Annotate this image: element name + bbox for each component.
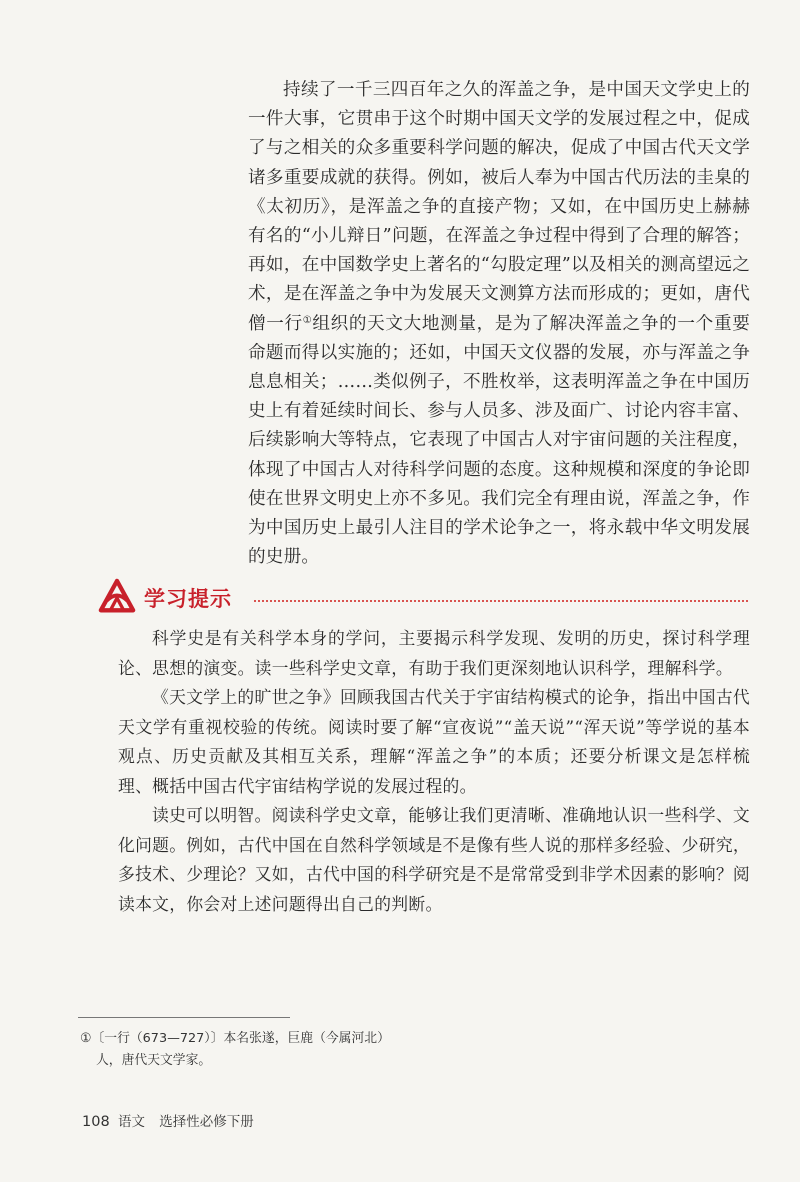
footnote-marker[interactable]: ① — [302, 314, 313, 326]
study-tips-body — [118, 624, 750, 919]
footnote-line-1: ①〔一行（673—727）〕本名张遂，巨鹿（今属河北） — [80, 1031, 390, 1046]
study-tips-title: 学习提示 — [144, 587, 232, 611]
main-paragraph-text-1: 持续了一千三四百年之久的浑盖之争，是中国天文学史上的一件大事，它贯串于这个时期中国天文学的发展过程之中，促成了与之相关的众多重要科学问题的解决，促成了中国古代天文学诸多重要成就的获得。例如，被后人奉为中国古代历法的圭臬的《太初历》，是浑盖之争的直接产物；又如，在中国历史上赫赫有名的“小儿辩日”问题，在浑盖之争过程中得到了合理的解答；再如，在中国数学史上著名的“勾股定理”以及相关的测高望远之术，是在浑盖之争中为发展天文测算方法而形成的；更如，唐代僧一行 — [248, 80, 750, 334]
footnote — [80, 1028, 410, 1072]
main-paragraph-text-2: 组织的天文大地测量，是为了解决浑盖之争的一个重要命题而得以实施的；还如，中国天文仪器的发展，亦与浑盖之争息息相关；……类似例子，不胜枚举，这表明浑盖之争在中国历史上有着延续时间长、参与人员多、涉及面广、讨论内容丰富、后续影响大等特点，它表现了中国古人对宇宙问题的关注程度，体现了中国古人对待科学问题的态度。这种规模和深度的争论即使在世界文明史上亦不多见。我们完全有理由说，浑盖之争，作为中国历史上最引人注目的学术论争之一，将永载中华文明发展的史册。 — [248, 313, 750, 568]
main-paragraph — [248, 76, 750, 572]
study-tips-paragraph: 读史可以明智。阅读科学史文章，能够让我们更清晰、准确地认识一些科学、文化问题。例如，古代中国在自然科学领域是不是像有些人说的那样多经验、少研究，多技术、少理论？又如，古代中国的科学研究是不是常常受到非学术因素的影响？阅读本文，你会对上述问题得出自己的判断。 — [118, 805, 751, 914]
book-title: 选择性必修下册 — [159, 1114, 254, 1130]
footnote-divider — [78, 1017, 290, 1018]
study-tips-paragraph: 科学史是有关科学本身的学问，主要揭示科学发现、发明的历史，探讨科学理论、思想的演变。读一些科学史文章，有助于我们更深刻地认识科学，理解科学。 — [118, 628, 750, 678]
study-tips-paragraph: 《天文学上的旷世之争》回顾我国古代关于宇宙结构模式的论争，指出中国古代天文学有重视校验的传统。阅读时要了解“宣夜说”“盖天说”“浑天说”等学说的基本观点、历史贡献及其相互关系，理解“浑盖之争”的本质；还要分析课文是怎样梳理、概括中国古代宇宙结构学说的发展过程的。 — [118, 687, 750, 796]
page-footer — [82, 1110, 254, 1130]
study-tips-logo-icon — [98, 578, 136, 616]
subject-name: 语文 — [117, 1114, 145, 1130]
footnote-line-2: 人，唐代天文学家。 — [96, 1053, 212, 1068]
study-tips-dotted-rule — [254, 600, 748, 602]
study-tips-header — [98, 578, 748, 618]
page-number: 108 — [82, 1114, 110, 1130]
